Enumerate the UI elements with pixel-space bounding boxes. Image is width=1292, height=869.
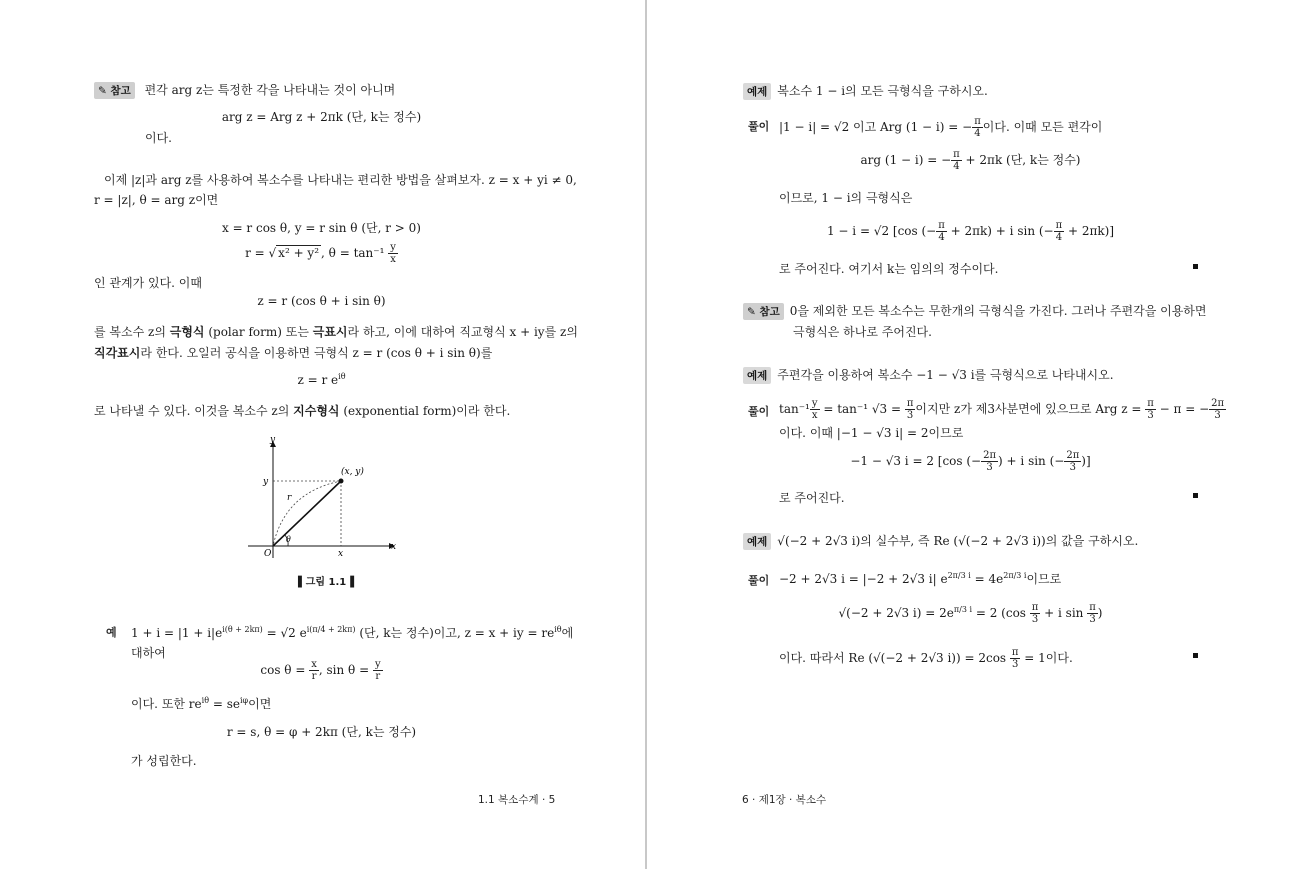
equation-polar-m1: −1 − √3 i = 2 [cos (− $\frac{2\pi}{3}$ ) + i sin (− $\frac{2\pi}{3}$ )] — [850, 450, 1091, 473]
figure-caption: ▌그림 1.1▐ — [298, 577, 354, 588]
solution-line: tan⁻¹ $\frac{y}{x}$ = tan⁻¹ √3 = $\frac{\pi}{3}$ 이지만 z가 제3사분면에 있으므로 Arg z = $\frac{\pi}{3}$ − π = − $\frac{2\pi}{3}$ — [779, 398, 1225, 421]
example-tag: 예제 — [743, 83, 771, 100]
solution-tag: 풀이 — [748, 120, 770, 133]
qed-mark — [1193, 264, 1198, 269]
example2-question: 예제 주편각을 이용하여 복소수 −1 − √3 i를 극형식으로 나타내시오. — [743, 366, 1114, 384]
note-block: ✎ 참고 0을 제외한 모든 복소수는 무한개의 극형식을 가진다. 그러나 주편각을 이용하면 — [743, 302, 1207, 320]
equation-arg: arg z = Arg z + 2πk (단, k는 정수) — [221, 110, 422, 124]
equation-exp: z = r $e^{i\theta}$ — [297, 372, 346, 387]
right-page — [648, 0, 1292, 869]
solution-tag: 풀이 — [748, 574, 770, 587]
equation-r-s: r = s, θ = φ + 2kπ (단, k는 정수) — [226, 725, 417, 739]
paragraph-line: 인 관계가 있다. 이때 — [94, 276, 202, 290]
axis-label-y: y — [270, 435, 276, 445]
note-tag: ✎ 참고 — [94, 82, 135, 99]
solution-line: 로 주어진다. 여기서 k는 임의의 정수이다. — [779, 262, 999, 276]
left-page — [0, 0, 645, 869]
r-label: r — [287, 493, 292, 503]
equation-cos-sin: cos θ = $\frac{x}{r}$ , sin θ = $\frac{y}{r}$ — [260, 659, 381, 682]
equation-arg-1mi: arg (1 − i) = − $\frac{\pi}{4}$ + 2πk (단, k는 정수) — [860, 149, 1081, 172]
example-line: 가 성립한다. — [131, 754, 197, 768]
example-tag: 예제 — [743, 533, 771, 550]
example-line: $1 + i = |1 + i|e^{i(\theta + 2k\pi)} = √2$ $e^{i(\pi/4 + 2k\pi)}$ (단, k는 정수)이고, z = x + iy = $re^{i\theta}$에 — [131, 625, 574, 640]
solution-line: |1 − i| = √2 이고 Arg (1 − i) = − $\frac{\pi}{4}$ 이다. 이때 모든 편각이 — [779, 116, 1103, 139]
point-xy — [339, 479, 344, 484]
equation-polar: z = r (cos θ + i sin θ) — [257, 294, 386, 308]
theta-label: θ — [286, 535, 291, 544]
qed-mark — [1193, 493, 1198, 498]
solution-line: −2 + 2√3 i = |−2 + 2√3 i| $e^{2\pi/3 i} = 4e^{2\pi/3 i}$이므로 — [779, 571, 1062, 586]
equation-xy: x = r cos θ, y = r sin θ (단, r > 0) — [221, 221, 421, 235]
qed-mark — [1193, 653, 1198, 658]
page-divider — [645, 0, 647, 869]
example3-question: 예제 √(−2 + 2√3 i)의 실수부, 즉 Re (√(−2 + 2√3 i))의 값을 구하시오. — [743, 532, 1138, 550]
equation-r-theta: r = √ x² + y² , θ = tan⁻¹ $\frac{y}{x}$ — [245, 242, 396, 265]
radius-vector — [273, 481, 341, 546]
equation-sqrt: √(−2 + 2√3 $i) = 2e^{\pi/3 i} = 2$ (cos $\frac{\pi}{3}$ + i sin $\frac{\pi}{3}$ ) — [838, 602, 1103, 625]
paragraph-line: 이제 |z|과 arg z를 사용하여 복소수를 나타내는 편리한 방법을 살펴보자. z = x + yi ≠ 0, — [104, 173, 577, 187]
page-footer: 1.1 복소수계 · 5 — [478, 794, 556, 806]
term-cartesian: 직각표시 — [94, 346, 141, 360]
paragraph-line: 로 나타낼 수 있다. 이것을 복소수 z의 지수형식 (exponential form)이라 한다. — [94, 404, 511, 418]
example1-question: 예제 복소수 1 − i의 모든 극형식을 구하시오. — [743, 82, 988, 100]
example-tag: 예 — [106, 626, 117, 639]
example-tag: 예제 — [743, 367, 771, 384]
example-line: 이다. 또한 $re^{i\theta} = se^{i\varphi}$이면 — [131, 696, 272, 711]
solution-tag: 풀이 — [748, 405, 770, 418]
term-polar-display: 극표시 — [312, 325, 348, 339]
page-footer: 6 · 제1장 · 복소수 — [742, 794, 827, 806]
solution-line: 이다. 이때 |−1 − √3 i| = 2이므로 — [779, 426, 964, 440]
paragraph-line: 를 복소수 z의 극형식 (polar form) 또는 극표시라 하고, 이에 대하여 직교형식 x + iy를 z의 — [94, 325, 578, 339]
example-block — [106, 624, 117, 640]
note-text: 편각 arg z는 특정한 각을 나타내는 것이 아니며 — [144, 83, 396, 97]
note-tag: ✎ 참고 — [743, 303, 784, 320]
origin-label: O — [264, 549, 272, 559]
point-label: (x, y) — [341, 467, 364, 477]
paragraph-line: r = |z|, θ = arg z이면 — [94, 193, 219, 207]
paragraph-line: 직각표시라 한다. 오일러 공식을 이용하면 극형식 z = r (cos θ + i sin θ)를 — [94, 346, 493, 360]
solution-line: 로 주어진다. — [779, 491, 845, 505]
solution-line: 이다. 따라서 Re (√(−2 + 2√3 i)) = 2cos $\frac{\pi}{3}$ = 1이다. — [779, 647, 1073, 670]
term-polar: 극형식 — [169, 325, 205, 339]
figure-complex-plane — [240, 432, 405, 562]
equation-polar-1mi: 1 − i = √2 [cos (− $\frac{\pi}{4}$ + 2πk) + i sin (− $\frac{\pi}{4}$ + 2πk)] — [826, 220, 1115, 243]
tick-label-y: y — [263, 477, 269, 487]
note-line: 극형식은 하나로 주어진다. — [793, 325, 932, 339]
axis-label-x: x — [391, 542, 397, 552]
example-line: 대하여 — [131, 646, 166, 660]
tick-label-x: x — [338, 549, 344, 559]
solution-line: 이므로, 1 − i의 극형식은 — [779, 191, 913, 205]
text-ida: 이다. — [145, 131, 172, 145]
note-block — [94, 81, 395, 99]
term-exponential: 지수형식 — [293, 404, 340, 418]
